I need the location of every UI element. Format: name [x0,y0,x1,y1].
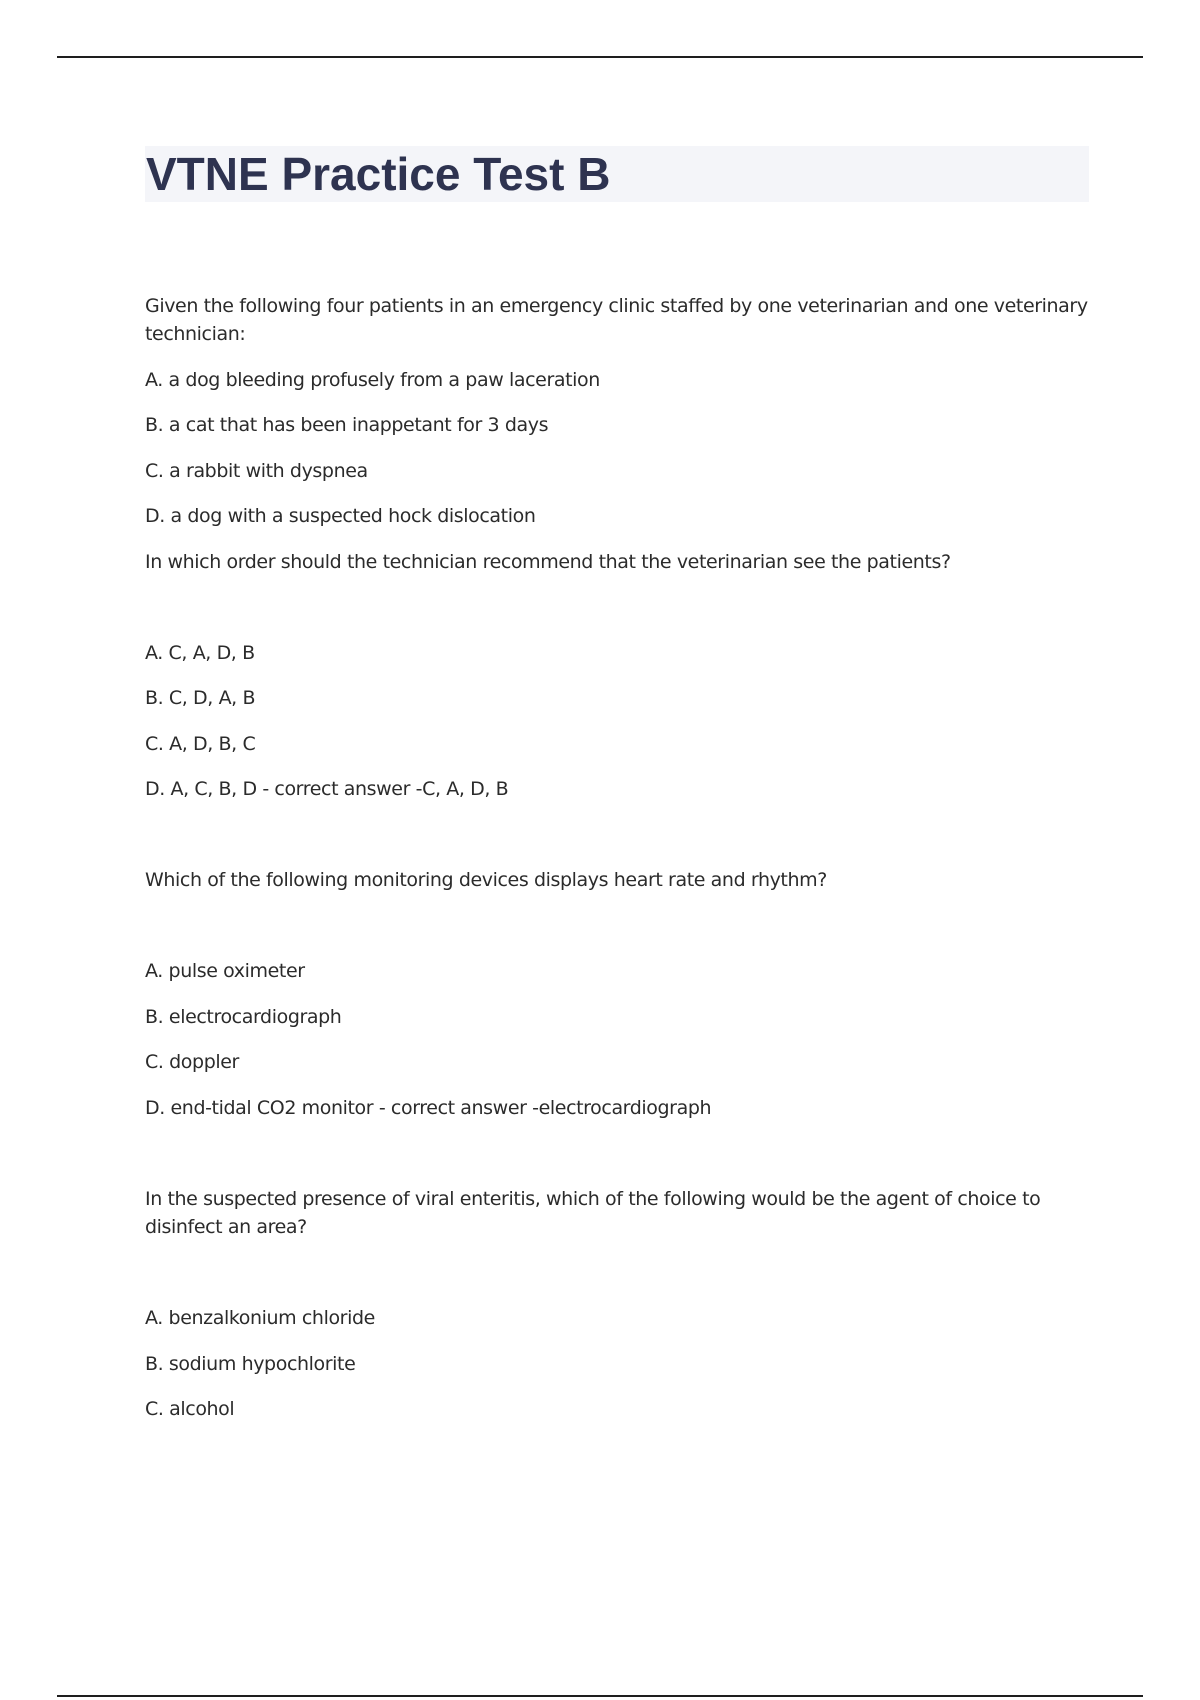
question-1-option-b: B. C, D, A, B [145,687,256,709]
question-3-stem-line-1: In the suspected presence of viral enteritis, which of the following would be the agent of choice to [145,1188,1041,1210]
question-1-prompt: In which order should the technician recommend that the veterinarian see the patients? [145,551,951,573]
bottom-rule [57,1695,1143,1697]
question-2-option-d: D. end-tidal CO2 monitor - correct answer -electrocardiograph [145,1097,712,1119]
question-3-stem-line-2: disinfect an area? [145,1216,307,1238]
question-1-context-item-b: B. a cat that has been inappetant for 3 days [145,414,549,436]
question-3-option-c: C. alcohol [145,1398,235,1420]
question-1-option-d: D. A, C, B, D - correct answer -C, A, D, B [145,778,509,800]
question-3-option-b: B. sodium hypochlorite [145,1353,356,1375]
question-1-stem-line-2: technician: [145,323,246,345]
question-2-stem: Which of the following monitoring devices displays heart rate and rhythm? [145,869,827,891]
question-1-context-item-c: C. a rabbit with dyspnea [145,460,368,482]
page-title: VTNE Practice Test B [146,148,611,200]
question-1-option-c: C. A, D, B, C [145,733,256,755]
question-3-option-a: A. benzalkonium chloride [145,1307,375,1329]
question-2-option-a: A. pulse oximeter [145,960,305,982]
question-2-option-b: B. electrocardiograph [145,1006,342,1028]
question-1-option-a: A. C, A, D, B [145,642,255,664]
question-1-stem-line-1: Given the following four patients in an emergency clinic staffed by one veterinarian and one veterinary [145,295,1088,317]
top-rule [57,56,1143,58]
question-1-context-item-a: A. a dog bleeding profusely from a paw laceration [145,369,600,391]
question-2-option-c: C. doppler [145,1051,239,1073]
question-1-context-item-d: D. a dog with a suspected hock dislocation [145,505,536,527]
